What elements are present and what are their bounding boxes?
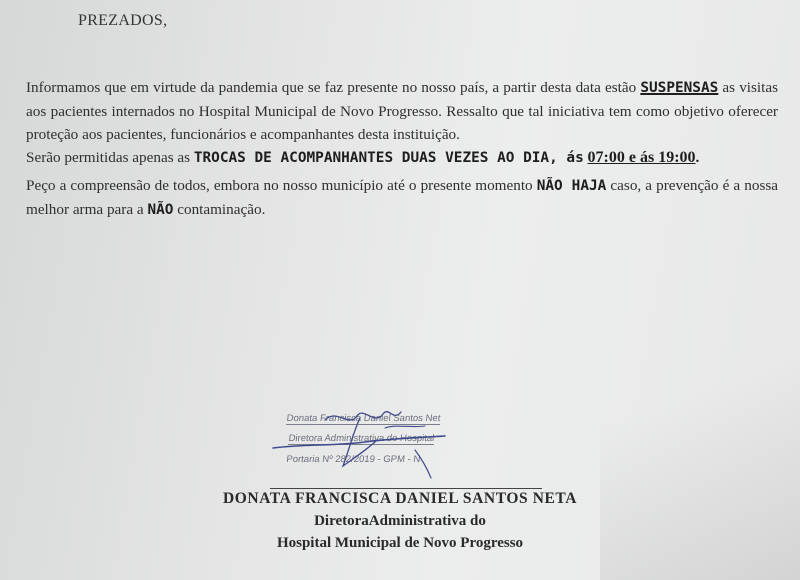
paragraph1-line1: Informamos que em virtude da pandemia que se faz presente no nosso país, a partir desta data estão (26, 79, 637, 96)
trocas-highlight: TROCAS DE ACOMPANHANTES DUAS VEZES AO DIA, (193, 150, 558, 166)
paragraph-permitted (26, 146, 778, 170)
handwritten-signature (265, 398, 475, 488)
nao-haja-highlight: NÃO HAJA (536, 178, 607, 194)
signer-organization: Hospital Municipal de Novo Progresso (276, 535, 524, 551)
stamp-line-3: Portaria Nº 282/2019 - GPM - N (285, 454, 421, 465)
signer-name: DONATA FRANCISCA DANIEL SANTOS NETA (222, 490, 578, 507)
signer-role: DiretoraAdministrativa do (314, 513, 486, 529)
paragraph3-intro: Peço a compreensão de todos, embora no nosso município até o presente momento (26, 177, 537, 194)
signer-block (160, 488, 640, 554)
paragraph1-rest: as visitas aos pacientes internados no Hospital Municipal de Novo Progresso. Ressalto que tal iniciativa tem como objetivo oferecer proteção aos pacientes, funcionários e acompanhantes desta instituição. (26, 79, 779, 143)
paragraph2-intro: Serão permitidas apenas as (26, 149, 194, 166)
paragraph2-period: . (695, 149, 700, 166)
paragraph-suspension (26, 76, 778, 146)
paragraph2-as: ás (557, 150, 584, 166)
notice-body (26, 76, 778, 222)
nao-highlight: NÃO (147, 202, 174, 218)
visit-times: 07:00 e ás 19:00 (587, 149, 696, 166)
paragraph3-mid: caso, a prevenção é a nossa melhor arma para a (26, 177, 779, 218)
stamp-line-2: Diretora Administrativa do Hospital (288, 433, 435, 444)
paragraph3-end: contaminação. (173, 201, 266, 218)
paragraph-prevention (26, 174, 778, 222)
greeting: PREZADOS, (78, 12, 168, 29)
suspensas-highlight: SUSPENSAS (640, 80, 719, 96)
stamp-line-1: Donata Francisca Daniel Santos Net (286, 413, 441, 424)
